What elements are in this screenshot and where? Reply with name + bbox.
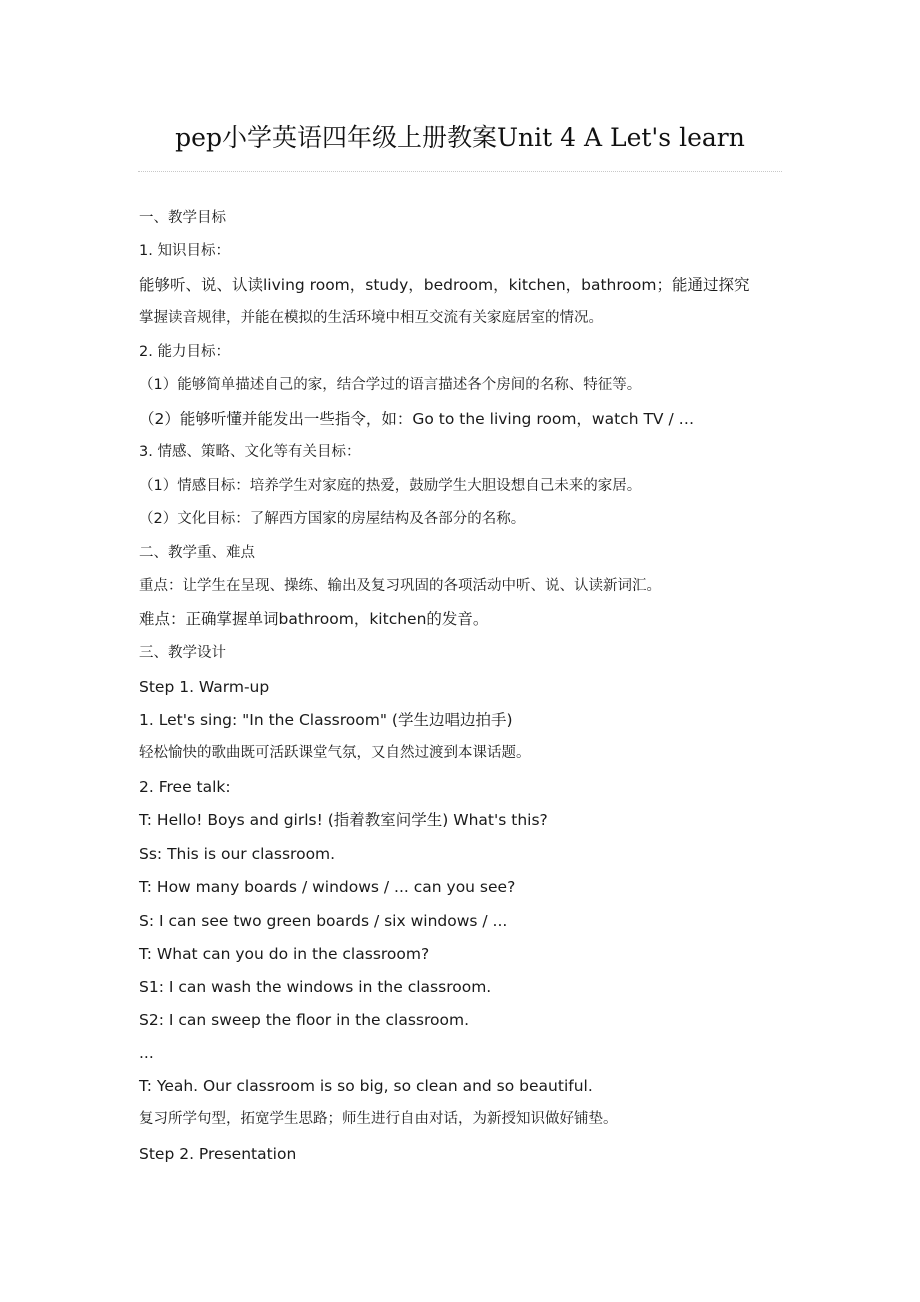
dialogue-line: S2: I can sweep the floor in the classroom. xyxy=(139,1011,470,1029)
dialogue-line: T: Hello! Boys and girls! (指着教室问学生) What's this? xyxy=(139,811,548,829)
paragraph-line: 2. Free talk: xyxy=(139,778,231,796)
subsection-heading: 2. 能力目标： xyxy=(139,344,230,360)
paragraph-line: 能够听、说、认读living room，study，bedroom，kitchen，bathroom；能通过探究 xyxy=(139,276,750,294)
dialogue-line: ... xyxy=(139,1044,154,1062)
paragraph-line: 掌握读音规律，并能在模拟的生活环境中相互交流有关家庭居室的情况。 xyxy=(139,310,603,326)
document-title: pep小学英语四年级上册教案Unit 4 A Let's learn xyxy=(175,123,745,152)
step-heading: Step 1. Warm-up xyxy=(139,678,270,696)
paragraph-line: （2）文化目标：了解西方国家的房屋结构及各部分的名称。 xyxy=(139,511,526,527)
dialogue-line: T: Yeah. Our classroom is so big, so clean and so beautiful. xyxy=(139,1077,593,1095)
paragraph-line: （1）情感目标：培养学生对家庭的热爱，鼓励学生大胆设想自己未来的家居。 xyxy=(139,478,642,494)
paragraph-line: 重点：让学生在呈现、操练、输出及复习巩固的各项活动中听、说、认读新词汇。 xyxy=(139,578,661,594)
subsection-heading: 1. 知识目标： xyxy=(139,243,230,259)
dialogue-line: S1: I can wash the windows in the classroom. xyxy=(139,978,492,996)
dialogue-line: Ss: This is our classroom. xyxy=(139,845,336,863)
title-divider xyxy=(138,171,782,172)
step-heading: Step 2. Presentation xyxy=(139,1145,297,1163)
section-heading: 三、教学设计 xyxy=(139,645,226,661)
subsection-heading: 3. 情感、策略、文化等有关目标： xyxy=(139,444,361,460)
paragraph-line: （1）能够简单描述自己的家，结合学过的语言描述各个房间的名称、特征等。 xyxy=(139,377,642,393)
dialogue-line: T: What can you do in the classroom? xyxy=(139,945,430,963)
paragraph-line: 1. Let's sing: "In the Classroom" (学生边唱边拍手) xyxy=(139,711,513,729)
dialogue-line: S: I can see two green boards / six windows / ... xyxy=(139,912,508,930)
paragraph-line: 复习所学句型，拓宽学生思路；师生进行自由对话，为新授知识做好铺垫。 xyxy=(139,1111,618,1127)
paragraph-line: 难点：正确掌握单词bathroom，kitchen的发音。 xyxy=(139,610,489,628)
section-heading: 一、教学目标 xyxy=(139,210,226,226)
paragraph-line: 轻松愉快的歌曲既可活跃课堂气氛，又自然过渡到本课话题。 xyxy=(139,745,531,761)
paragraph-line: （2）能够听懂并能发出一些指令，如：Go to the living room，watch TV / … xyxy=(139,410,695,428)
dialogue-line: T: How many boards / windows / ... can you see? xyxy=(139,878,516,896)
section-heading: 二、教学重、难点 xyxy=(139,545,255,561)
